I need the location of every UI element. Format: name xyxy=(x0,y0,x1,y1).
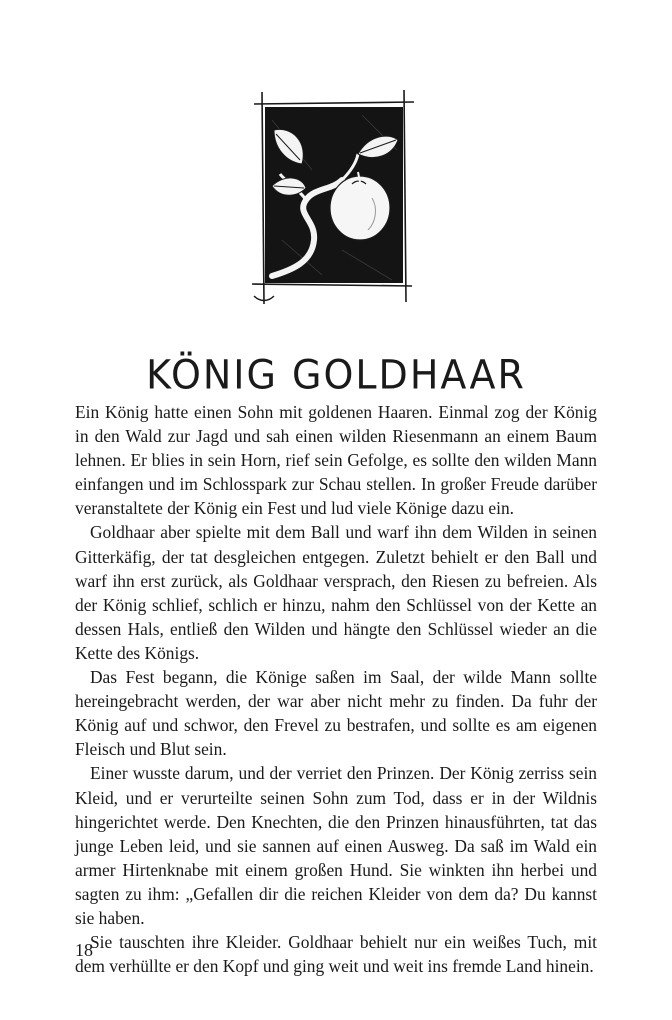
apple-branch-illustration xyxy=(252,90,416,306)
page-number: 18 xyxy=(75,940,93,960)
story-text xyxy=(75,400,597,978)
paragraph: Sie tauschten ihre Kleider. Goldhaar behielt nur ein weißes Tuch, mit dem verhüllte er den Kopf und ging weit und weit ins fremde Land hinein. xyxy=(75,932,597,977)
paragraph: Das Fest begann, die Könige saßen im Saal, der wilde Mann sollte hereingebracht werden, der war aber nicht mehr zu finden. Da fuhr der König auf und schwor, den Frevel zu bestrafen, und sollte es am eigenen Fleisch und Blut sein. xyxy=(75,667,597,760)
paragraph: Ein König hatte einen Sohn mit goldenen Haaren. Einmal zog der König in den Wald zur Jagd und sah einen wilden Riesenmann an einem Baum lehnen. Er blies in sein Horn, rief sein Gefolge, es sollte den wilden Mann einfangen und im Schlosspark zur Schau stellen. In großer Freude darüber veranstaltete der König ein Fest und lud viele Könige dazu ein. xyxy=(75,402,597,519)
paragraph: Einer wusste darum, und der verriet den Prinzen. Der König zerriss sein Kleid, und er verurteilte seinen Sohn zum Tod, dass er in der Wildnis hingerichtet werde. Den Knechten, die den Prinzen hinausführten, tat das junge Leben leid, und sie sannen auf einen Ausweg. Da saß im Wald ein armer Hirtenknabe mit einem großen Hund. Sie winkten ihn herbei und sagten zu ihm: „Gefallen dir die reichen Kleider von dem da? Du kannst sie haben. xyxy=(75,763,597,928)
paragraph: Goldhaar aber spielte mit dem Ball und warf ihn dem Wilden in seinen Gitterkäfig, der tat desgleichen entgegen. Zuletzt behielt er den Ball und warf ihn erst zurück, als Goldhaar versprach, den Riesen zu befreien. Als der König schlief, schlich er hinzu, nahm den Schlüssel von der Kette an dessen Hals, entließ den Wilden und hängte den Schlüssel wieder an die Kette des Königs. xyxy=(75,522,597,663)
page-title: KÖNIG GOLDHAAR xyxy=(146,352,526,399)
